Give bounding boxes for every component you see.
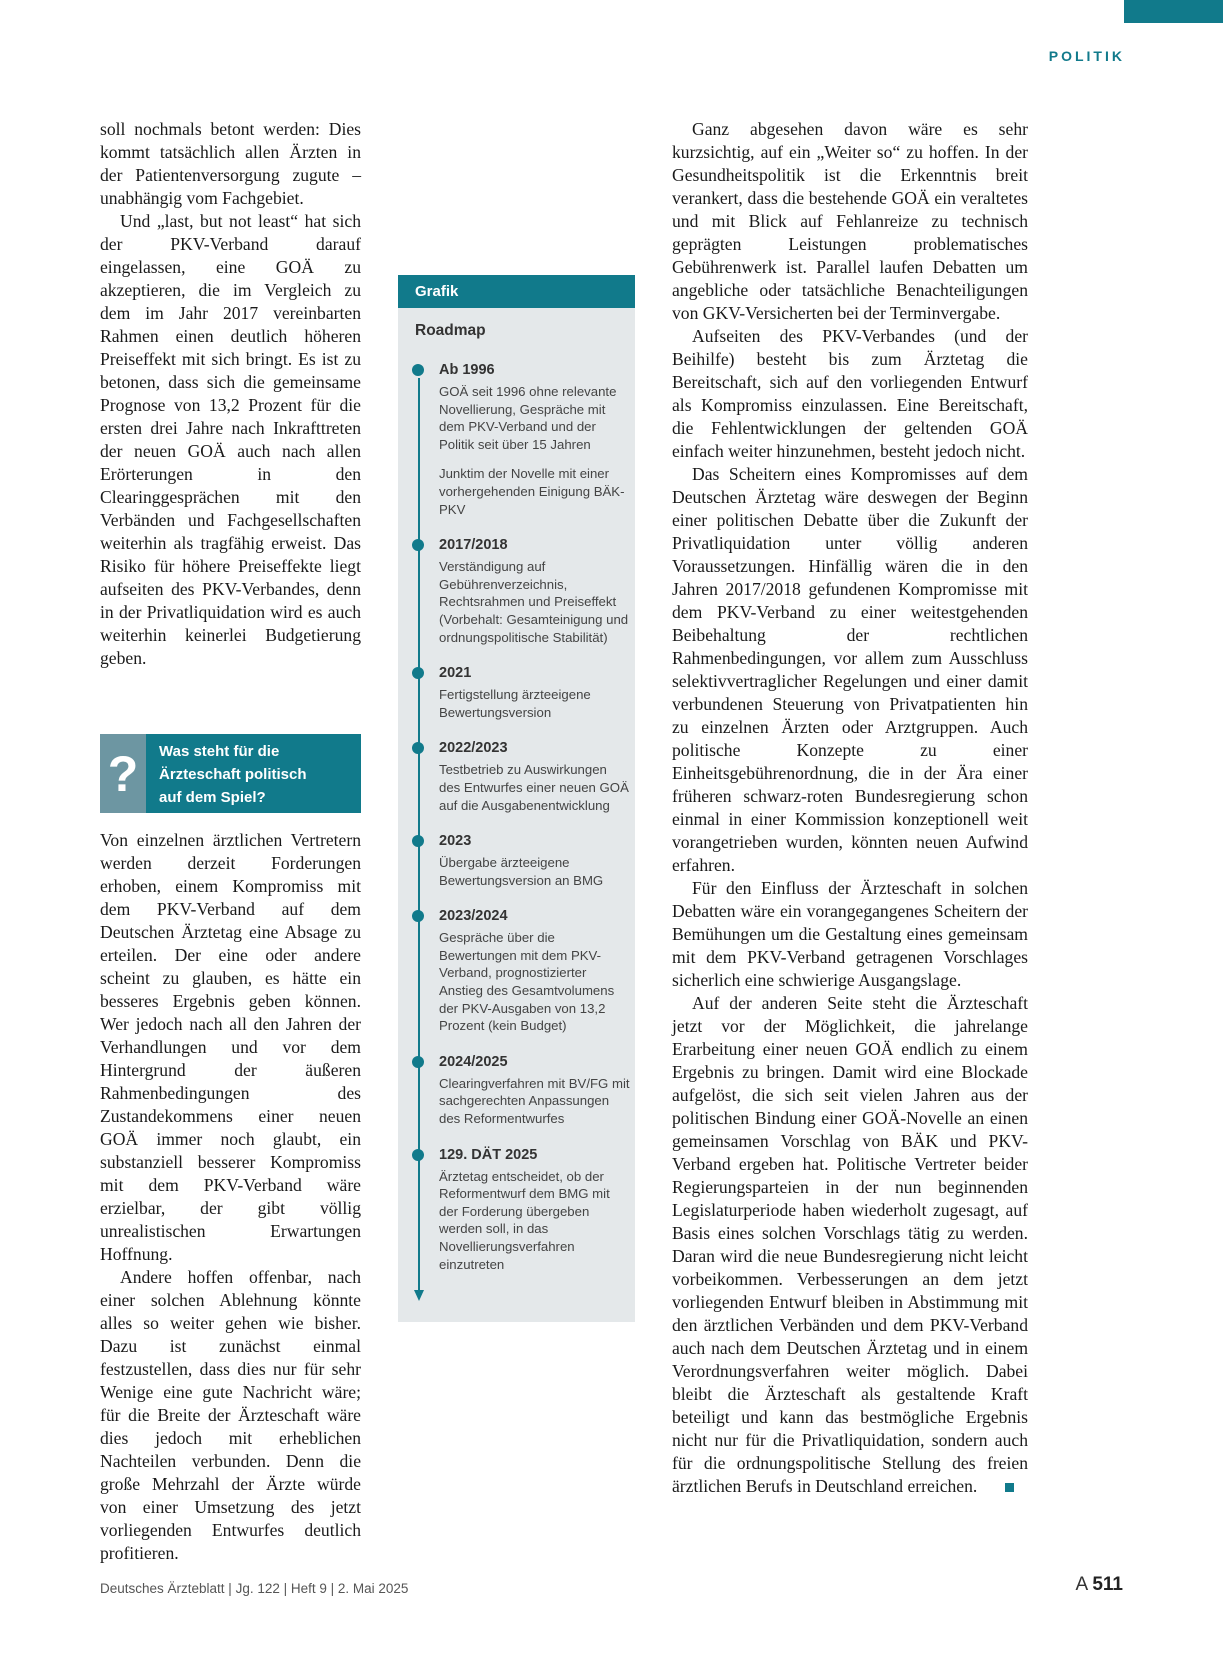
corner-color-tab: [1124, 0, 1223, 23]
timeline-text: Ärztetag entscheidet, ob der Reformentwurf dem BMG mit der Forderung übergeben werden soll, in das Novellierungsverfahren einzutreten: [439, 1168, 610, 1272]
timeline-item: [439, 535, 635, 646]
question-mark-icon: ?: [100, 734, 146, 813]
question-box: [100, 734, 361, 813]
timeline-text: GOÄ seit 1996 ohne relevante Novellierung, Gespräche mit dem PKV-Verband und der Politik seit über 15 Jahren: [439, 384, 617, 452]
timeline-dot-icon: [412, 539, 424, 551]
timeline-year: 2021: [439, 665, 472, 682]
timeline-text: Übergabe ärzteeigene Bewertungsversion an BMG: [439, 855, 604, 888]
timeline-dot-icon: [412, 667, 424, 679]
timeline-dot-icon: [412, 1056, 424, 1068]
roadmap-timeline: [398, 352, 635, 1273]
timeline-dot-icon: [412, 910, 424, 922]
paragraph: Ganz abgesehen davon wäre es sehr kurzsichtig, auf ein „Weiter so“ zu hoffen. In der Gesundheitspolitik ist die Erkenntnis breit verankert, dass die bestehende GOÄ ein veraltetes und mit Blick auf Fehlanreize zu technisch geprägten Leistungen problematisches Gebührenwerk ist. Parallel laufen Debatten um angebliche oder tatsächliche Benachteiligungen von GKV-Versicherten bei der Terminvergabe.: [672, 119, 1028, 323]
paragraph: [672, 992, 1028, 1498]
timeline-year: 2022/2023: [439, 740, 508, 757]
page-prefix: A: [1075, 1574, 1088, 1595]
sidebar-title: Roadmap: [415, 322, 486, 339]
timeline-text: Clearingverfahren mit BV/FG mit sachgerechten Anpassungen des Reformentwurfes: [439, 1075, 630, 1127]
timeline-item: [439, 360, 635, 518]
left-column-top: [100, 118, 361, 670]
timeline-item: [439, 663, 635, 721]
paragraph: soll nochmals betont werden: Dies kommt tatsächlich allen Ärzten in der Patientenversorgung zugute – unabhängig vom Fachgebiet.: [100, 119, 361, 208]
paragraph: Von einzelnen ärztlichen Vertretern werden derzeit Forderungen erhoben, einem Kompromiss mit dem PKV-Verband auf dem Deutschen Ärztetag eine Absage zu erteilen. Der eine oder andere scheint zu glauben, es hätte ein besseres Ergebnis geben können. Wer jedoch nach all den Jahren der Verhandlungen und vor dem Hintergrund der äußeren Rahmenbedingungen des Zustandekommens einer neuen GOÄ immer noch glaubt, ein substanziell besserer Kompromiss mit dem PKV-Verband wäre erzielbar, der gibt völlig unrealistischen Erwartungen Hoffnung.: [100, 830, 361, 1264]
timeline-text: Gespräche über die Bewertungen mit dem PKV-Verband, prognostizierter Anstieg des Gesamtvolumens der PKV-Ausgaben von 13,2 Prozent (kein Budget): [439, 930, 615, 1034]
timeline-year: 129. DÄT 2025: [439, 1146, 538, 1163]
timeline-dot-icon: [412, 835, 424, 847]
paragraph: Das Scheitern eines Kompromisses auf dem Deutschen Ärztetag wäre deswegen der Beginn einer politischen Debatte über die Zukunft der Privatliquidation unter völlig anderen Voraussetzungen. Hinfällig wären die in den Jahren 2017/2018 gefundenen Kompromisse mit dem PKV-Verband zu einer weitestgehenden Beibehaltung der rechtlichen Rahmenbedingungen, vor allem zum Ausschluss selektivvertraglicher Regelungen und einer damit verbundenen Steuerung von Privatpatienten hin zu einzelnen Ärzten oder Arztgruppen. Auch politische Konzepte zu einer Einheitsgebührenordnung, die in der Ära einer früheren schwarz-roten Bundesregierung schon einmal in einer Kommission konzeptionell weit vorangetrieben wurden, könnten neuen Aufwind erfahren.: [672, 464, 1028, 875]
timeline-year: 2023: [439, 833, 472, 850]
timeline-item: [439, 1052, 635, 1128]
timeline-item: [439, 738, 635, 814]
question-heading-line: Ärzteschaft politisch: [159, 766, 307, 783]
left-column-bottom: [100, 829, 361, 1565]
timeline-item: [439, 831, 635, 889]
question-heading-line: auf dem Spiel?: [159, 789, 266, 806]
timeline-year: 2023/2024: [439, 908, 508, 925]
timeline-dot-icon: [412, 742, 424, 754]
paragraph: Aufseiten des PKV-Verbandes (und der Beihilfe) besteht bis zum Ärztetag die Bereitschaft, sich auf den vorliegenden Entwurf als Kompromiss einzulassen. Eine Bereitschaft, die Fehlentwicklungen der geltenden GOÄ einfach weiter hinzunehmen, besteht jedoch nicht.: [672, 326, 1028, 461]
timeline-text: Verständigung auf Gebührenverzeichnis, Rechtsrahmen und Preiseffekt (Vorbehalt: Gesamteinigung und ordnungspolitische Stabilität): [439, 559, 629, 645]
timeline-item: [439, 1145, 635, 1274]
page-number-value: 511: [1092, 1574, 1123, 1595]
paragraph: Und „last, but not least“ hat sich der PKV-Verband darauf eingelassen, eine GOÄ zu akzeptieren, die im Vergleich zu dem im Jahr 2017 vereinbarten Rahmen einen deutlich höheren Preiseffekt mit sich bringt. Es ist zu betonen, dass sich die gemeinsame Prognose von 13,2 Prozent für die ersten drei Jahre nach Inkrafttreten der neuen GOÄ auch nach allen Erörterungen in den Clearinggesprächen mit den Verbänden und Fachgesellschaften weiterhin als tragfähig erweist. Das Risiko für höhere Preiseffekte liegt aufseiten des PKV-Verbandes, denn in der Privatliquidation wird es auch weiterhin keinerlei Budgetierung geben.: [100, 211, 361, 668]
right-column: [672, 118, 1028, 1498]
end-mark-icon: [1005, 1483, 1014, 1492]
timeline-year: 2017/2018: [439, 537, 508, 554]
roadmap-sidebar: [398, 275, 635, 1322]
timeline-text: Junktim der Novelle mit einer vorhergehenden Einigung BÄK-PKV: [439, 466, 625, 517]
question-heading-line: Was steht für die: [159, 743, 280, 760]
sidebar-label: Grafik: [398, 275, 635, 308]
paragraph: Andere hoffen offenbar, nach einer solchen Ablehnung könnte alles so weiter gehen wie bisher. Dazu ist zunächst einmal festzustellen, dass dies nur für sehr Wenige eine gute Nachricht wäre; für die Breite der Ärzteschaft wäre dies jedoch mit erheblichen Nachteilen verbunden. Denn die große Mehrzahl der Ärzte würde von einer Umsetzung des jetzt vorliegenden Entwurfes deutlich profitieren.: [100, 1267, 361, 1563]
section-label: POLITIK: [1048, 48, 1125, 64]
paragraph: Für den Einfluss der Ärzteschaft in solchen Debatten wäre ein vorangegangenes Scheitern der Bemühungen um die Gestaltung eines gemeinsam mit dem PKV-Verband getragenen Vorschlages sicherlich eine schwierige Ausgangslage.: [672, 878, 1028, 990]
timeline-dot-icon: [412, 1149, 424, 1161]
timeline-item: [439, 906, 635, 1035]
page-number: [1075, 1574, 1123, 1596]
question-heading: [146, 734, 317, 813]
timeline-year: 2024/2025: [439, 1053, 508, 1070]
timeline-text: Fertigstellung ärzteeigene Bewertungsversion: [439, 687, 591, 720]
timeline-dot-icon: [412, 364, 424, 376]
timeline-text: Testbetrieb zu Auswirkungen des Entwurfes einer neuen GOÄ auf die Ausgabenentwicklung: [439, 762, 629, 813]
timeline-arrow-icon: [414, 1290, 424, 1301]
timeline-year: Ab 1996: [439, 362, 495, 378]
paragraph-text: Auf der anderen Seite steht die Ärzteschaft jetzt vor der Möglichkeit, die jahrelange Erarbeitung einer neuen GOÄ endlich zu einem Ergebnis zu bringen. Damit wird eine Blockade aufgelöst, die sich seit vielen Jahren aus der politischen Bindung einer GOÄ-Novelle an einen gemeinsamen Vorschlag von BÄK und PKV-Verband ergeben hat. Politische Vertreter beider Regierungsparteien in der nun beginnenden Legislaturperiode haben wiederholt zugesagt, auf Basis eines solchen Vorschlags tätig zu werden. Daran wird die neue Bundesregierung nicht leicht vorbeikommen. Verbesserungen an dem jetzt vorliegenden Entwurf bleiben in Abstimmung mit den ärztlichen Verbänden und dem PKV-Verband auch nach dem Deutschen Ärztetag und in einem Verordnungsverfahren weiter möglich. Dabei bleibt die Ärzteschaft als gestaltende Kraft beteiligt und kann das bestmögliche Ergebnis nicht nur für die Privatliquidation, sondern auch für die ordnungspolitische Stellung des freien ärztlichen Berufs in Deutschland erreichen.: [672, 993, 1028, 1496]
footer-journal: Deutsches Ärzteblatt | Jg. 122 | Heft 9 | 2. Mai 2025: [100, 1581, 409, 1596]
